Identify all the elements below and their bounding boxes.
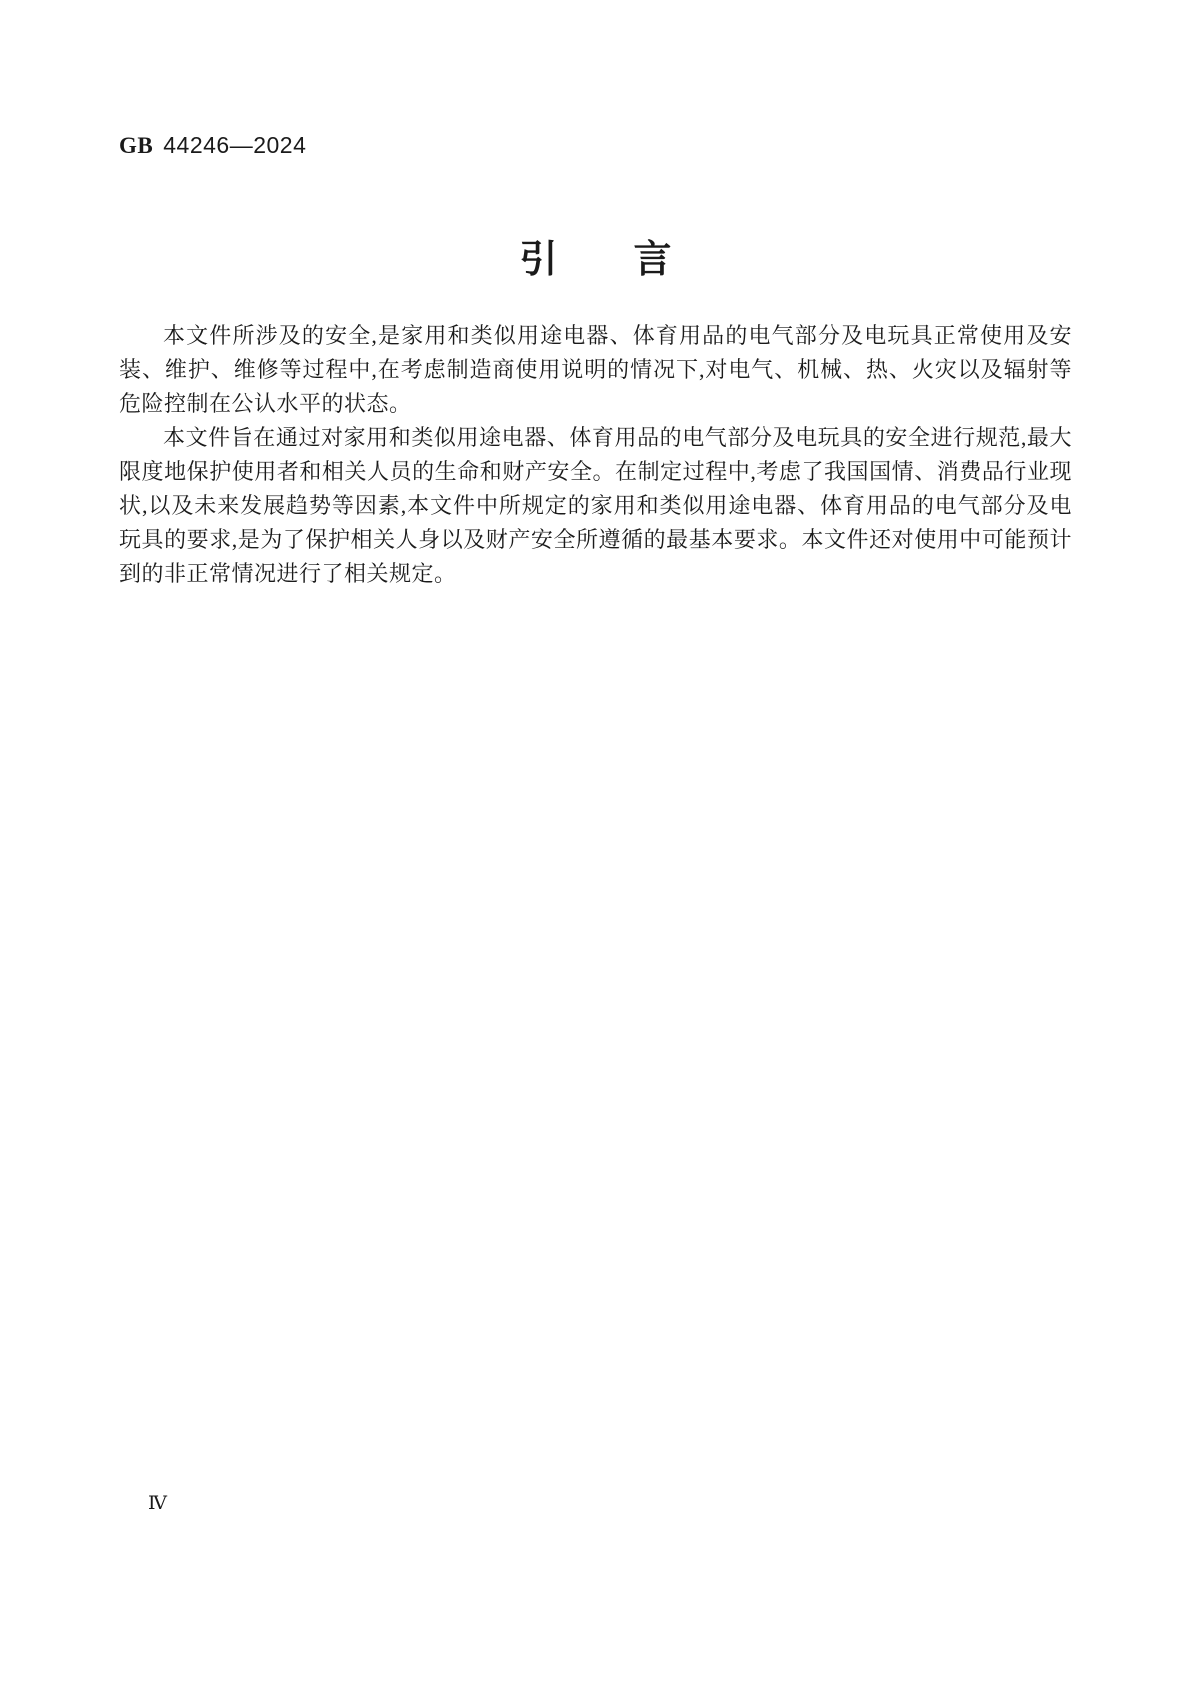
- standard-code: [119, 132, 306, 159]
- standard-prefix: GB: [119, 133, 154, 158]
- standard-number: 44246—2024: [163, 132, 307, 158]
- paragraph: 本文件所涉及的安全,是家用和类似用途电器、体育用品的电气部分及电玩具正常使用及安装、维护、维修等过程中,在考虑制造商使用说明的情况下,对电气、机械、热、火灾以及辐射等危险控制在公认水平的状态。: [119, 323, 1072, 416]
- introduction-body: [119, 319, 1072, 591]
- page-number: Ⅳ: [148, 1493, 167, 1514]
- paragraph: 本文件旨在通过对家用和类似用途电器、体育用品的电气部分及电玩具的安全进行规范,最大限度地保护使用者和相关人员的生命和财产安全。在制定过程中,考虑了我国国情、消费品行业现状,以及未来发展趋势等因素,本文件中所规定的家用和类似用途电器、体育用品的电气部分及电玩具的要求,是为了保护相关人身以及财产安全所遵循的最基本要求。本文件还对使用中可能预计到的非正常情况进行了相关规定。: [119, 425, 1072, 586]
- page-title: 引 言: [519, 239, 672, 281]
